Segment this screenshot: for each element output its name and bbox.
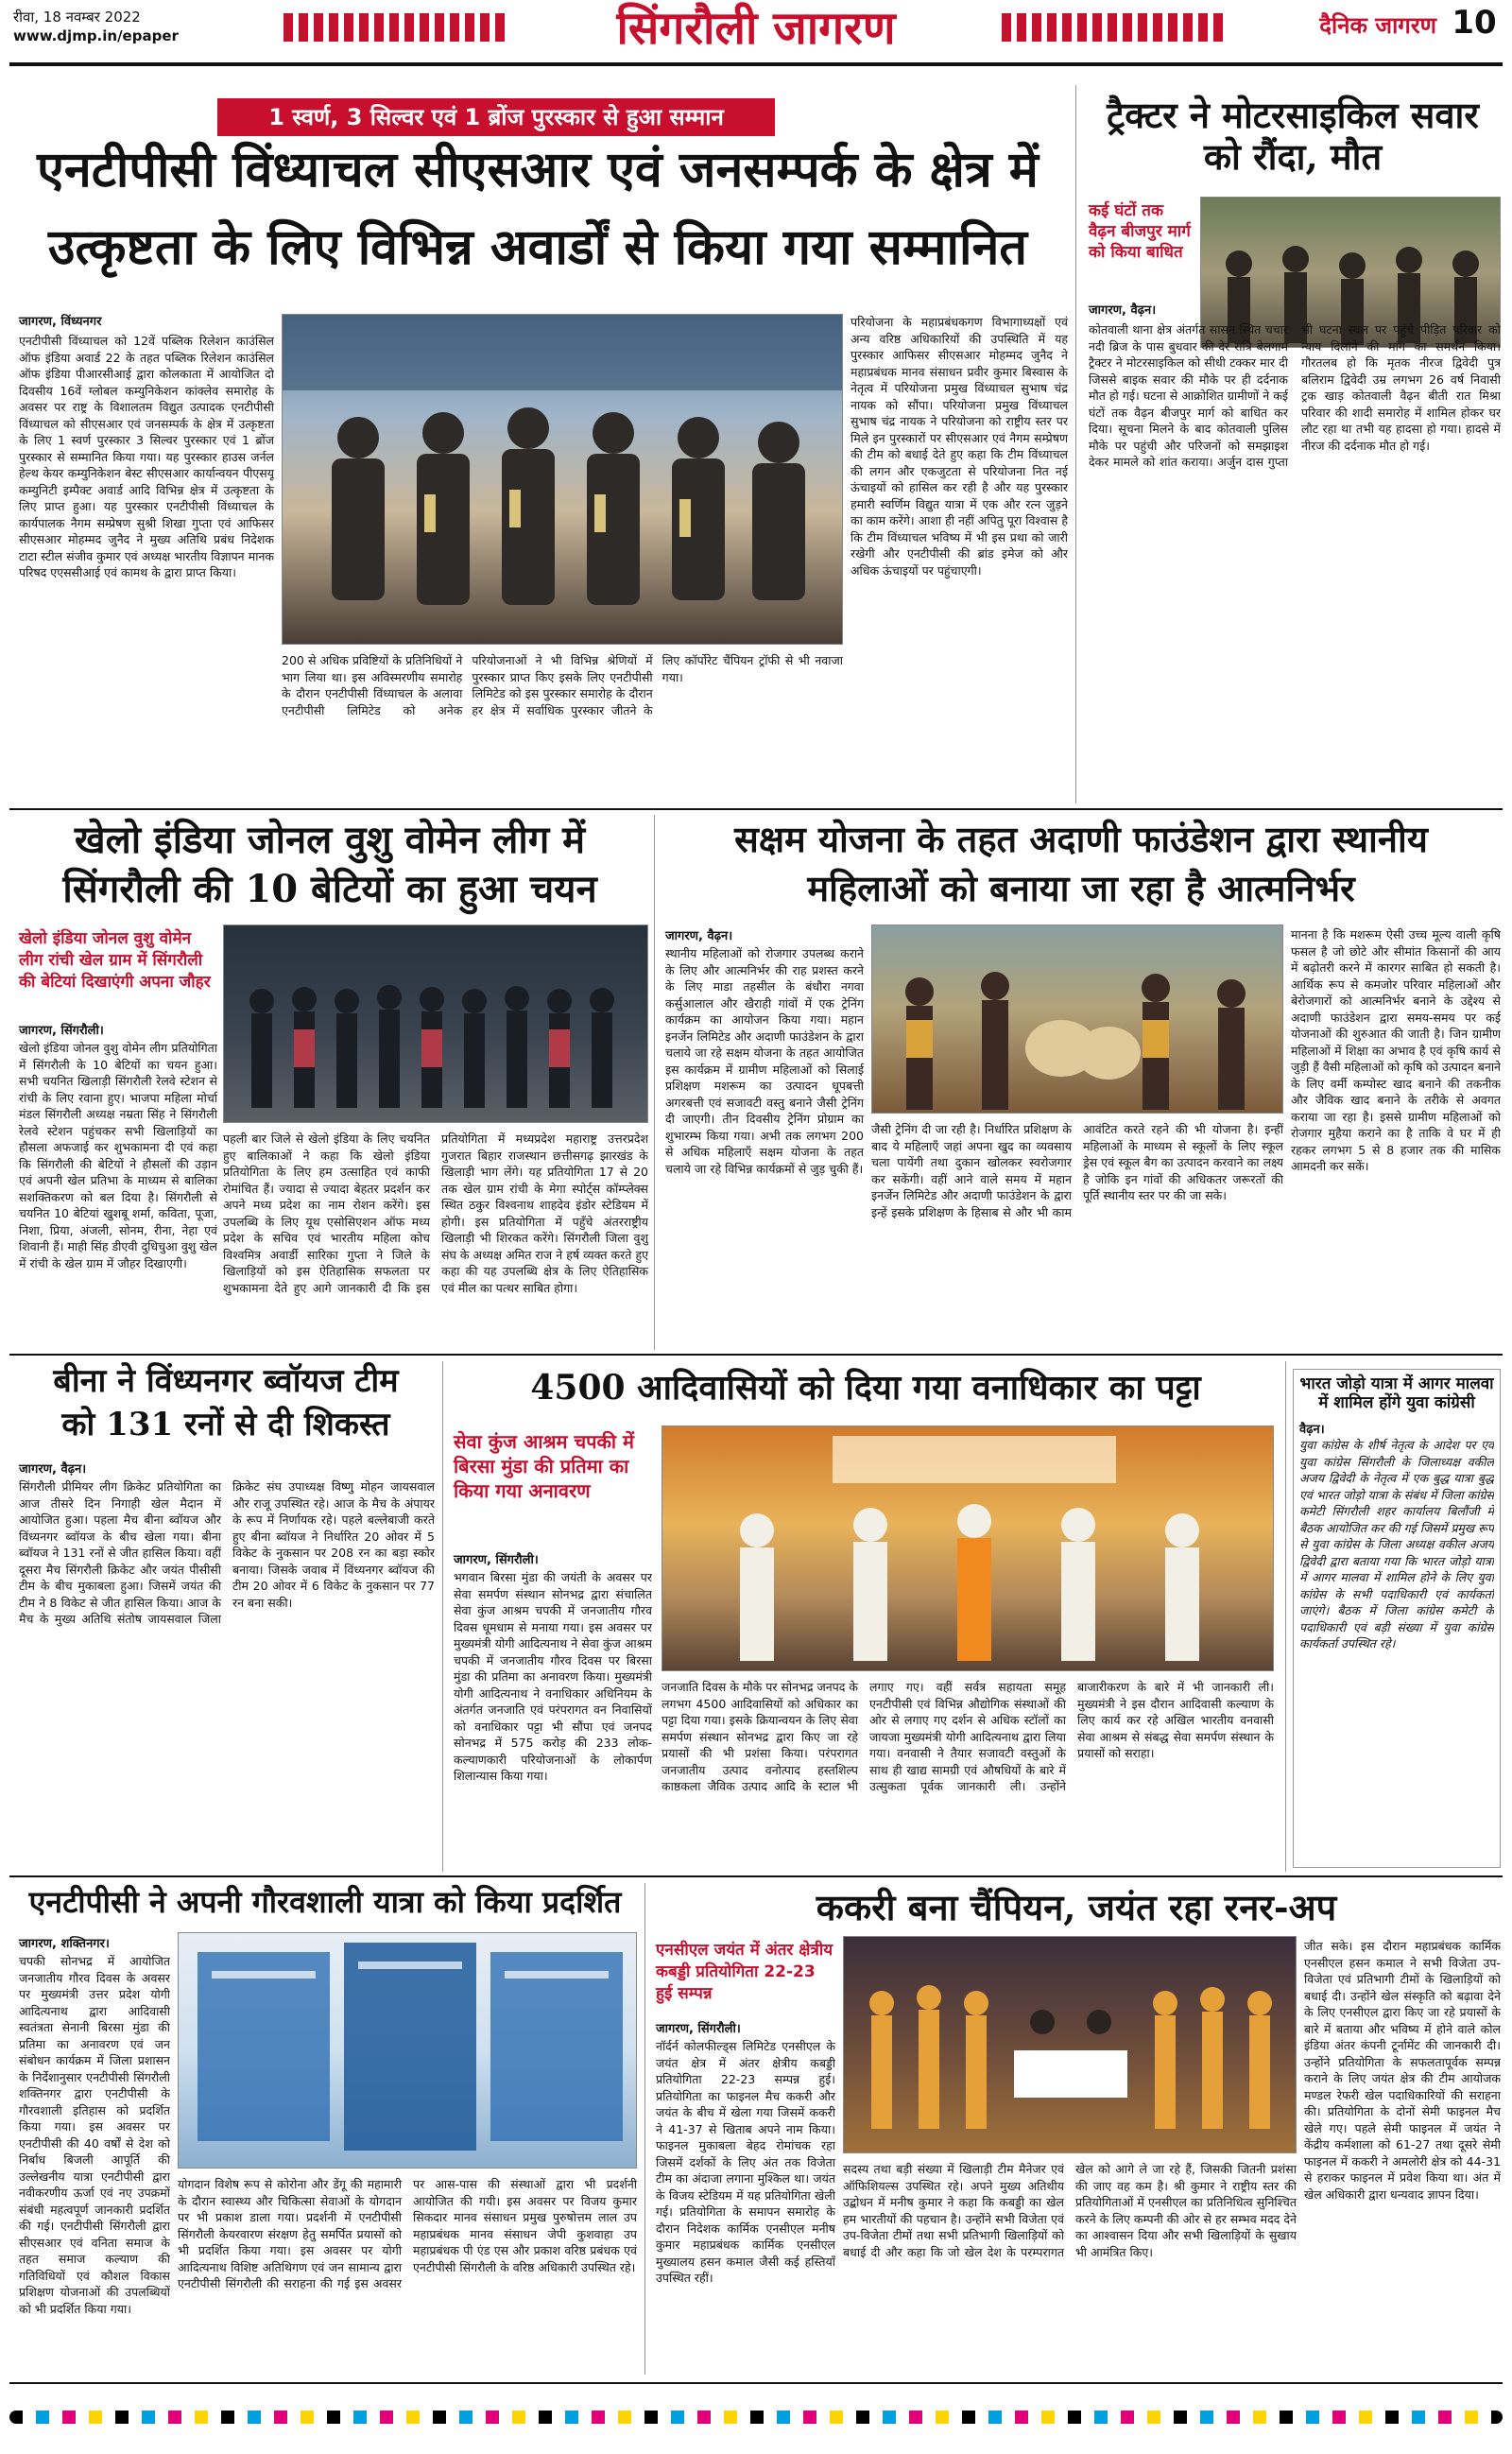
ntpc-headline-1: एनटीपीसी विंध्याचल सीएसआर एवं जनसम्पर्क के क्षेत्र में [37,141,1039,199]
khelo-byline: जागरण, सिंगरौली। [19,1024,104,1038]
ntpc-yatra-headline: एनटीपीसी ने अपनी गौरवशाली यात्रा को किया प्रदर्शित [28,1884,622,1920]
tractor-headline: ट्रैक्टर ने मोटरसाइकिल सवार को रौंदा, मौत [1107,94,1479,178]
adani-body-1: स्थानीय महिलाओं को रोजगार उपलब्ध कराने के लिए और आत्मनिर्भर की राह प्रशस्त करने के लिए माडा तहसील के बंधौरा नगवा कर्सुआलाल और खैराही गांवों में एक ट्रेनिंग कार्यक्रम का आयोजन किया गया। महान इनर्जेन लिमिटेड और अदाणी फाउंडेशन के द्वारा चलाये जा रहे सक्षम योजना के तहत आयोजित इस कार्यक्रम में ग्रामीण महिलाओं को सिलाई प्रशिक्षण मशरूम का उत्पादन धूपबत्ती अगरबत्ती एवं सजावटी वस्तु बनाने जैसी ट्रेनिंग दी जाएगी। तीन दिवसीय ट्रेनिंग प्रोग्राम का शुभारम्भ किया गया। अभी तक लगभग 200 से अधिक महिलाएँ सक्षम योजना के तहत चलाये जा रहे विभिन्न कार्यक्रमों से जुड़ चुकी हैं। [665,946,864,1176]
ntpc-yatra-byline: जागरण, शक्तिनगर। [19,1937,110,1951]
section-rule-2 [9,1354,1503,1356]
award-winners-illustration [283,315,843,645]
section-rule-1 [9,808,1503,810]
ntpc-yatra-body-2: योगदान विशेष रूप से कोरोना और डेंगू की महामारी के दौरान स्वास्थ्य और चिकित्सा सेवाओं के योगदान पर भी प्रकाश डाला गया। प्रदर्शनी में एनटीपीसी सिंगरौली केयरवारण संरक्षण हेतु समर्पित प्रयासों को भी प्रदर्शित किया गया। इस अवसर पर योगी आदित्यनाथ विशिष्ट अतिथिगण एवं जन सामान्य द्वारा एनटीपीसी सिंगरौली की सराहना की गई इस अवसर पर आस-पास की संस्थाओं द्वारा भी प्रदर्शनी आयोजित की गयी। इस अवसर पर विजय कुमार सिकदार मानव संसाधन प्रमुख पुरुषोत्तम लाल उप महाप्रबंधक मानव संसाधन जेपी कुशवाहा उप महाप्रबंधक पी एंड एस और प्रकाश वरिष्ठ प्रबंधक एवं एनटीपीसी सिंगरौली के वरिष्ठ अधिकारी उपस्थित रहे। [178,2177,637,2290]
kabaddi-body-1: नॉर्दर्न कोलफील्ड्स लिमिटेड एनसीएल के जयंत क्षेत्र में अंतर क्षेत्रीय कबड्डी प्रतियोगिता 22-23 सम्पन्न हुई। प्रतियोगिता का फाइनल मैच ककरी और जयंत के बीच में खेला गया जिसमें ककरी ने 41-37 से खिताब अपने नाम किया। फाइनल मुकाबला बेहद रोमांचक रहा जिसमें दर्शकों के लिए अंत तक विजेता टीम का अंदाजा लगाना मुश्किल था। जयंत के विजय स्टेडियम में यह प्रतियोगिता खेली गई। प्रतियोगिता के समापन समारोह के दौरान निदेशक कार्मिक एनसीएल मनीष कुमार महाप्रबंधक कार्मिक एनसीएल मुख्यालय हसन कमाल जैसी कई हस्तियाँ उपस्थित रहीं। [656,2039,835,2285]
ntpc-caption: 200 से अधिक प्रविष्टियों के प्रतिनिधियों ने भाग लिया था। इस अविस्मरणीय समारोह के दौरान एनटीपीसी विंध्याचल के अलावा एनटीपीसी लिमिटेड को अनेक परियोजनाओं ने भी विभिन्न श्रेणियों में पुरस्कार प्राप्त किए इसके लिए एनटीपीसी लिमिटेड को इस पुरस्कार समारोह के दौरान हर क्षेत्र में सर्वाधिक पुरस्कार जीतने के लिए कॉर्पोरेट चैंपियन ट्रॉफी से भी नवाजा गया। [282,653,843,717]
forest-body-1: भगवान बिरसा मुंडा की जयंती के अवसर पर सेवा समर्पण संस्थान सोनभद्र द्वारा संचालित सेवा कुंज आश्रम चपकी में जनजातीय गौरव दिवस धूमधाम से मनाया गया। इस अवसर पर मुख्यमंत्री योगी आदित्यनाथ ने सेवा कुंज आश्रम चपकी में जनजातीय गौरव दिवस पर बिरसा मुंडा की प्रतिमा का अनावरण किया। मुख्यमंत्री योगी आदित्यनाथ ने वनाधिकार अधिनियम के अंतर्गत जनजाति एवं परंपरागत वन निवासियों को वनाधिकार पट्टा भी सौंपा एवं जनपद सोनभद्र में 575 करोड़ की 233 लोक-कल्याणकारी परियोजनाओं के लोकार्पण शिलान्यास किया गया। [454,1570,652,1783]
congress-byline: वैढ़न। [1299,1423,1325,1438]
exhibition-illustration [179,1933,637,2169]
ntpc-headline-2: उत्कृष्टता के लिए विभिन्न अवार्डों से किया गया सम्मानित [48,218,1027,276]
adani-body-3: मानना है कि मशरूम ऐसी उच्च मूल्य वाली कृषि फसल है जो छोटे और सीमांत किसानों की आय में बढ़ोतरी करने में कारगर साबित हो सकती है। आर्थिक रूप से कमजोर परिवार महिलाओं और बेरोजगारों को आत्मनिर्भर बनाने के उद्देश्य से अदाणी फाउंडेशन द्वारा समय-समय पर कई योजनाओं की शुरुआत की जाती है। जिन ग्रामीण महिलाओं में शिक्षा का अभाव है एवं कृषि कार्य से जुड़ी हैं वैसी महिलाओं को कृषि को उत्पादन बनाने के लिए वर्मी कम्पोस्ट खाद बनाने की तकनीक और जैविक खाद बनाने के तरीके से अवगत कराया जा रहा है। इससे ग्रामीण महिलाओं को रोजगार मुहैया कराने का है ताकि वे घर में ही रहकर लगभग 5 से 8 हजार तक की मासिक आमदनी कर सकें। [1291,927,1501,1173]
tractor-kicker: कई घंटों तक वैढ़न बीजपुर मार्ग को किया बाधित [1089,201,1191,262]
bina-body: सिंगरौली प्रीमियर लीग क्रिकेट प्रतियोगिता का आज तीसरे दिन निगाही खेल मैदान में आयोजित हुआ। पहला मैच बीना ब्वॉयज और विंध्यनगर ब्वॉयज के बीच खेला गया। बीना ब्वॉयज ने 131 रनों से जीत हासिल किया। वहीं दूसरा मैच सिंगरौली क्रिकेट और जयंत पीसीसी टीम के बीच मुकाबला हुआ। जिसमें जयंत की टीम ने 8 विकेट से जीत हासिल किया। आज के मैच के मुख्य अतिथि संतोष जायसवाल जिला क्रिकेट संघ उपाध्यक्ष विष्णु मोहन जायसवाल और राजू उपस्थित रहे। आज के मैच के अंपायर के रूप में निर्णायक रहे। पहले बल्लेबाजी करते हुए बीना ब्वॉयज ने निर्धारित 20 ओवर में 5 विकेट के नुकसान पर 208 रन का बड़ा स्कोर बनाया। जिसके जवाब में विंध्यनगर ब्वॉयज की टीम 20 ओवर में 6 विकेट के नुकसान पर 77 रन बना सकी। [19,1479,435,1626]
khelo-headline-1: खेलो इंडिया जोनल वुशु वोमेन लीग में [74,818,586,862]
khelo-body-2: पहली बार जिले से खेलो इंडिया के लिए चयनित हुए बालिकाओं ने कहा कि खेलो इंडिया प्रतियोगिता के लिए हम उत्साहित एवं काफी रोमांचित हैं। ज्यादा से ज्यादा बेहतर प्रदर्शन कर अपने मध्य प्रदेश का नाम रोशन करेंगे। इस उपलब्धि के लिए यूथ एसोसिएशन ऑफ मध्य प्रदेश के सचिव एवं भारतीय महिला कोच विश्वमित्र अवार्डी सारिका गुप्ता ने जिले के खिलाड़ियों को इस ऐतिहासिक सफलता पर शुभकामना देते हुए आगे जानकारी दी कि इस प्रतियोगिता में मध्यप्रदेश महाराष्ट्र उत्तरप्रदेश गुजरात बिहार राजस्थान छत्तीसगढ़ झारखंड के खिलाड़ी भाग लेंगे। यह प्रतियोगिता 17 से 20 तक खेल ग्राम रांची के मेगा स्पोर्ट्स कॉम्प्लेक्स स्थित ठकुर विश्वनाथ शाहदेव इंडोर स्टेडियम में होगी। इस प्रतियोगिता में पहुँचे अंतरराष्ट्रीय खिलाड़ी भी शिरकत करेंगे। सिंगरौली जिला वुशु संघ के अध्यक्ष अमित राज ने हर्ष व्यक्त करते हुए कहा की यह उपलब्धि क्षेत्र के लिए ऐतिहासिक एवं मील का पत्थर साबित होगा। [223,1132,648,1295]
adani-mushroom-photo [871,925,1283,1114]
tractor-body: कोतवाली थाना क्षेत्र अंतर्गत सासन स्थित चचार नदी ब्रिज के पास बुधवार की देर रात्रि बेलगाम ट्रैक्टर ने मोटरसाइकिल को सीधी टक्कर मार दी जिससे बाइक सवार की मौके पर ही दर्दनाक मौत हो गई। घटना से आक्रोशित ग्रामीणों ने कई घंटों तक वैढ़न बीजपुर मार्ग को बाधित कर दिया। सूचना मिलने के बाद कोतवाली पुलिस मौके पर पहुंची और परिजनों को समझाइश देकर मामले को शांत कराया। अर्जुन दास गुप्ता भी घटना स्थल पर पहुंचे पीड़ित परिवार को न्याय दिलाने की मांग का समर्थन किया। गौरतलब हो कि मृतक नीरज द्विवेदी पुत्र बलिराम द्विवेदी उम्र लगभग 26 वर्ष निवासी ट्रक खाड़ कोतवाली वैढ़न बीती रात मिश्रा परिवार की शादी समारोह में शामिल होकर घर लौट रहा था तभी यह हादसा हो गया। हादसे में नीरज की दर्दनाक मौत हो गई। [1089,322,1501,469]
forest-body-2: जनजाति दिवस के मौके पर सोनभद्र जनपद के लगभग 4500 आदिवासियों को अधिकार का पट्टा दिया गया। इसके क्रियान्वयन के लिए सेवा समर्पण संस्थान सोनभद्र द्वारा किए जा रहे प्रयासों की भी प्रशंसा किया। परंपरागत जनजातीय उत्पाद वनोत्पाद हस्तशिल्प काष्ठकला जैविक उत्पाद आदि के स्टाल भी लगाए गए। वहीं सर्वत्र सहायता समूह एनटीपीसी एवं विभिन्न औद्योगिक संस्थाओं की ओर से लगाए गए दर्शन से अधिक स्टॉलों का जायजा मुख्यमंत्री योगी आदित्यनाथ द्वारा लिया गया। वनवासी ने तैयार सजावटी वस्तुओं के साथ ही खाद्य सामग्री एवं औषधियों के बारे में उत्सुकता पूर्वक जानकारी ली। उन्होंने बाजारीकरण के बारे में भी जानकारी ली। मुख्यमंत्री ने इस दौरान आदिवासी कल्याण के लिए कार्य कर रहे अखिल भारतीय वनवासी सेवा आश्रम से संबद्ध सेवा समर्पण संस्थान के प्रयासों को सराहा। [662,1680,1274,1793]
paper-name: दैनिक जागरण [1319,12,1436,39]
masthead-rule [9,62,1503,66]
bina-byline: जागरण, वैढ़न। [19,1462,87,1477]
adani-body-2: जैसी ट्रेनिंग दी जा रही है। निर्धारित प्रशिक्षण के बाद ये महिलाएँ जहां अपना खुद का व्यवसाय चला पायेंगी तथा दुकान खोलकर स्वरोजगार कर सकेंगी। वहीं आने वाले समय में महान इनर्जेन लिमिटेड और अदाणी फाउंडेशन के द्वारा इन्हें इसके प्रशिक्षण के हिसाब से और भी काम आवंटित करते रहने की भी योजना है। इन्हीं महिलाओं के माध्यम से स्कूलों के लिए स्कूल ड्रेस एवं स्कूल बैग का उत्पादन करवाने का लक्ष्य है जोकि इन गांवों की अधिकतर जरूरतों की पूर्ति स्थानीय स्तर पर की जा सके। [871,1122,1283,1219]
kabaddi-headline: ककरी बना चैंपियन, जयंत रहा रनर-अप [816,1886,1337,1928]
header-stripes-left [284,13,510,42]
khelo-headline-2: सिंगरौली की 10 बेटियों का हुआ चयन [62,867,597,911]
bina-headline-1: बीना ने विंध्यनगर ब्वॉयज टीम [53,1362,399,1400]
adani-headline-2: महिलाओं को बनाया जा रहा है आत्मनिर्भर [807,867,1355,909]
khelo-team-photo [223,925,648,1123]
kabaddi-body-2: सदस्य तथा बड़ी संख्या में खिलाड़ी टीम मैनेजर एवं ऑफिशियल्स उपस्थित रहे। अपने मुख्य अतिथीय उद्बोधन में मनीष कुमार ने कहा कि कबड्डी का खेल हम भारतीयों की पहचान है। उन्होंने सभी विजेता एवं उप-विजेता टीमों तथा सभी प्रतिभागी खिलाड़ियों को बधाई दी और कहा कि जो खेल देश के परम्परागत खेल को आगे ले जा रहे हैं, जिसकी जितनी प्रशंसा की जाए वह कम है। श्री कुमार ने राष्ट्रीय स्तर की प्रतियोगिताओं में एनसीएल का प्रतिनिधित्व सुनिश्चित करने के लिए कम्पनी की ओर से हर सम्भव मदद देने का आश्वासन दिया और सभी खिलाड़ियों के सुखाय भी आमंत्रित किए। [843,2162,1297,2259]
tractor-byline: जागरण, वैढ़न। [1089,303,1157,318]
column-divider [1075,85,1076,804]
section-rule-3 [9,1875,1503,1877]
kabaddi-body-3: जीत सके। इस दौरान महाप्रबंधक कार्मिक एनसीएल हसन कमाल ने सभी विजेता उप-विजेता एवं प्रतिभागी टीमों के खिलाड़ियों को बधाई दी। उन्होंने खेल संस्कृति को बढ़ावा देने के लिए एनसीएल द्वारा किए जा रहे प्रयासों के बारे में बताया और भविष्य में होने वाले कोल इंडिया अंतर कंपनी टूर्नामेंट की जानकारी दी। उन्होंने प्रतियोगिता के सफलतापूर्वक सम्पन्न कराने के लिए जयंत क्षेत्र की टीम आयोजक मण्डल रेफरी खेल पदाधिकारियों की सराहना की। प्रतियोगिता के दोनों सेमी फाइनल मैच खेले गए। पहले सेमी फाइनल में जयंत ने केंद्रीय कर्मशाला को 61-27 तथा दूसरे सेमी फाइनल में ककरी ने अमलोरी क्षेत्र को 44-31 से हराकर फाइनल में प्रवेश किया था। अंत में खेल अधिकारी द्वारा धन्यवाद ज्ञापन दिया। [1304,1939,1501,2202]
column-divider-5 [644,1883,645,2375]
date-line [13,8,297,45]
kabaddi-team-photo [843,1936,1297,2153]
website-text[interactable]: www.djmp.in/epaper [13,27,179,44]
ntpc-yatra-body-1: चपकी सोनभद्र में आयोजित जनजातीय गौरव दिवस के अवसर पर मुख्यमंत्री उत्तर प्रदेश योगी आदित्यनाथ द्वारा आदिवासी स्वतंत्रता सेनानी बिरसा मुंडा की प्रतिमा का अनावरण एवं जन संबोधन कार्यक्रम में जिला प्रशासन के निर्देशानुसार एनटीपीसी सिंगरौली शक्तिनगर द्वारा एनटीपीसी के गौरवशाली इतिहास को प्रदर्शित किया गया। इस अवसर पर एनटीपीसी की 40 वर्षों से देश को निर्बाध बिजली आपूर्ति की उल्लेखनीय यात्रा एनटीपीसी द्वारा नवीकरणीय ऊर्जा एवं नए उपक्रमों संबंधी महत्वपूर्ण जानकारी प्रदर्शित की गई। एनटीपीसी सिंगरौली द्वारा सीएसआर एवं वनिता समाज के तहत समाज कल्याण की गतिविधियों एवं कौशल विकास प्रशिक्षण योजनाओं की उपलब्धियों को भी प्रदर्शित किया गया। [19,1954,170,2316]
bina-headline-2: को 131 रनों से दी शिकस्त [61,1406,390,1443]
ntpc-award-photo [282,314,843,645]
ntpc-body-2: परियोजना के महाप्रबंधकगण विभागाध्यक्षों एवं अन्य वरिष्ठ अधिकारियों की उपस्थिति में यह पुरस्कार आफिसर सीएसआर मोहम्मद जुनैद ने महाप्रबंधक मानव संसाधन प्रवीर कुमार बिस्वास के नेतृत्व में परियोजना प्रमुख विंध्याचल सुभाष चंद्र नायक को सौंपा। परियोजना प्रमुख विंध्याचल सुभाष चंद्र नायक ने परियोजना को राष्ट्रीय स्तर पर मिले इन पुरस्कारों पर सीएसआर एवं नैगम सम्प्रेषण की टीम को बधाई देते हुए कहा कि टीम विंध्याचल की लगन और एकजुटता से परियोजना नित नई ऊंचाइयों को हासिल कर रही है और यह पुरस्कार हमारी स्वर्णिम विद्युत यात्रा में एक और रत्न जुड़ने का काम करेंगे। आशा ही नहीं अपितु पूरा विश्वास है कि टीम विंध्याचल भविष्य में भी इस प्रथा को जारी रखेगी और एनटीपीसी की ब्रांड इमेज को और अधिक ऊंचाइयों पर पहुंचाएगी। [850,315,1068,578]
forest-kicker: सेवा कुंज आश्रम चपकी में बिरसा मुंडा की प्रतिमा का किया गया अनावरण [454,1430,634,1502]
print-registration-strip [9,2411,1503,2424]
page-number: 10 [1452,4,1497,42]
women-training-illustration [872,925,1283,1114]
brand-title: सिंगरौली जागरण [616,2,896,55]
khelo-kicker: खेलो इंडिया जोनल वुशु वोमेन लीग रांची खेल ग्राम में सिंगरौली की बेटियां दिखाएंगी अपना जौहर [19,929,211,992]
ntpc-kicker: 1 स्वर्ण, 3 सिल्वर एवं 1 ब्रोंज पुरस्कार से हुआ सम्मान [217,98,775,136]
khelo-body-1: खेलो इंडिया जोनल वुशु वोमेन लीग प्रतियोगिता में सिंगरौली के 10 बेटियों का चयन हुआ। सभी चयनित खिलाड़ी सिंगरौली रेलवे स्टेशन से रांची के लिए रवाना हुए। भाजपा महिला मोर्चा मंडल सिंगरौली अध्यक्ष नम्रता सिंह ने सिंगरौली रेलवे स्टेशन पहुंचकर सभी खिलाड़ियों का हौसला अफजाई कर शुभकामना दी एवं कहा कि सिंगरौली की बेटियों ने हौसलों की उड़ान एवं अपनी खेल प्रतिभा के माध्यम से बालिका सशक्तिकरण को बल दिया है। सिंगरौली से चयनित 10 बेटियां खुशबू शर्मा, कविता, पूजा, निशा, प्रिया, अंजली, सोनम, रीना, नेहा एवं शिवानी हैं। माही सिंह डीएवी दुधिचुआ वुशु खेल में रांची के खेल ग्राम में जौहर दिखाएगी। [19,1041,217,1270]
kabaddi-team-illustration [844,1937,1297,2153]
adani-headline-1: सक्षम योजना के तहत अदाणी फाउंडेशन द्वारा स्थानीय [734,818,1428,860]
forest-byline: जागरण, सिंगरौली। [454,1553,539,1567]
forest-headline: 4500 आदिवासियों को दिया गया वनाधिकार का पट्टा [530,1368,1201,1408]
kabaddi-kicker: एनसीएल जयंत में अंतर क्षेत्रीय कबड्डी प्रतियोगिता 22-23 हुई सम्पन्न [656,1941,833,2003]
forest-ceremony-photo [662,1426,1274,1671]
date-text: रीवा, 18 नवम्बर 2022 [13,9,141,26]
adani-byline: जागरण, वैढ़न। [665,929,733,943]
ntpc-exhibition-photo [178,1932,637,2169]
congress-box [1293,1369,1501,1868]
kabaddi-byline: जागरण, सिंगरौली। [656,2022,741,2036]
column-divider-4 [1285,1361,1286,1872]
congress-headline: भारत जोड़ो यात्रा में आगर मालवा में शामिल होंगे युवा कांग्रेसी [1299,1374,1494,1412]
ceremony-illustration [662,1426,1274,1671]
team-illustration [224,925,648,1123]
ntpc-body-1: एनटीपीसी विंध्याचल को 12वें पब्लिक रिलेशन काउंसिल ऑफ इंडिया अवार्ड 22 के तहत पब्लिक रिलेशन काउंसिल ऑफ इंडिया पीआरसीआई द्वारा कोलकाता में आयोजित दो दिवसीय 16वें ग्लोबल कम्युनिकेशन कांक्लेव समारोह के अवसर पर राष्ट्र के विशालतम विद्युत उत्पादक एनटीपीसी विंध्याचल को सीएसआर एवं जनसम्पर्क के क्षेत्र में उत्कृष्टता के लिए 1 स्वर्ण पुरस्कार 3 सिल्वर पुरस्कार एवं 1 ब्रोंज पुरस्कार से सम्मानित किया गया। यह पुरस्कार हाउस जर्नल हेल्थ केयर कम्युनिकेशन बेस्ट सीएसआर कार्यान्वयन पीएसयू कम्युनिटी इम्पैक्ट अवार्ड आदि विभिन्न क्षेत्र में उत्कृष्टता के लिए प्राप्त हुआ। यह पुरस्कार एनटीपीसी विंध्याचल के कार्यपालक नैगम सम्प्रेषण सुश्री शिखा गुप्ता एवं आफिसर सीएसआर मोहम्मद जुनैद ने मुख्य अतिथि प्रबंध निदेशक टाटा स्टील संजीव कुमार एवं अध्यक्ष भारतीय विज्ञापन मानक परिषद एएससीआई एवं कामथ के द्वारा प्राप्त किया। [19,334,274,579]
header-stripes-right [1002,13,1228,42]
congress-body: युवा कांग्रेस के शीर्ष नेतृत्व के आदेश पर एवं युवा कांग्रेस सिंगरौली के जिलाध्यक्ष वकील अजय द्विवेदी के नेतृत्व में एक बुद्ध यात्रा बुद्ध एवं भारत जोड़ो यात्रा के संबंध में जिला कांग्रेस कमेटी सिंगरौली शहर कार्यालय बिलौंजी में बैठक आयोजित कर की गई जिसमें प्रमुख रूप से युवा कांग्रेस के जिला अध्यक्ष वकील अजय द्विवेदी द्वारा बताया गया कि भारत जोड़ो यात्रा में आगर मालवा में शामिल होने के लिए युवा कांग्रेस के सभी पदाधिकारी एवं कार्यकर्ता जाएंगे। बैठक में जिला कांग्रेस कमेटी के पदाधिकारी एवं बड़ी संख्या में युवा कांग्रेस कार्यकर्ता उपस्थित रहे। [1299,1438,1494,1651]
column-divider-2 [654,815,655,1350]
ntpc-byline: जागरण, विंध्यनगर [19,315,102,329]
column-divider-3 [442,1361,443,1872]
footer-rule [9,2382,1503,2384]
